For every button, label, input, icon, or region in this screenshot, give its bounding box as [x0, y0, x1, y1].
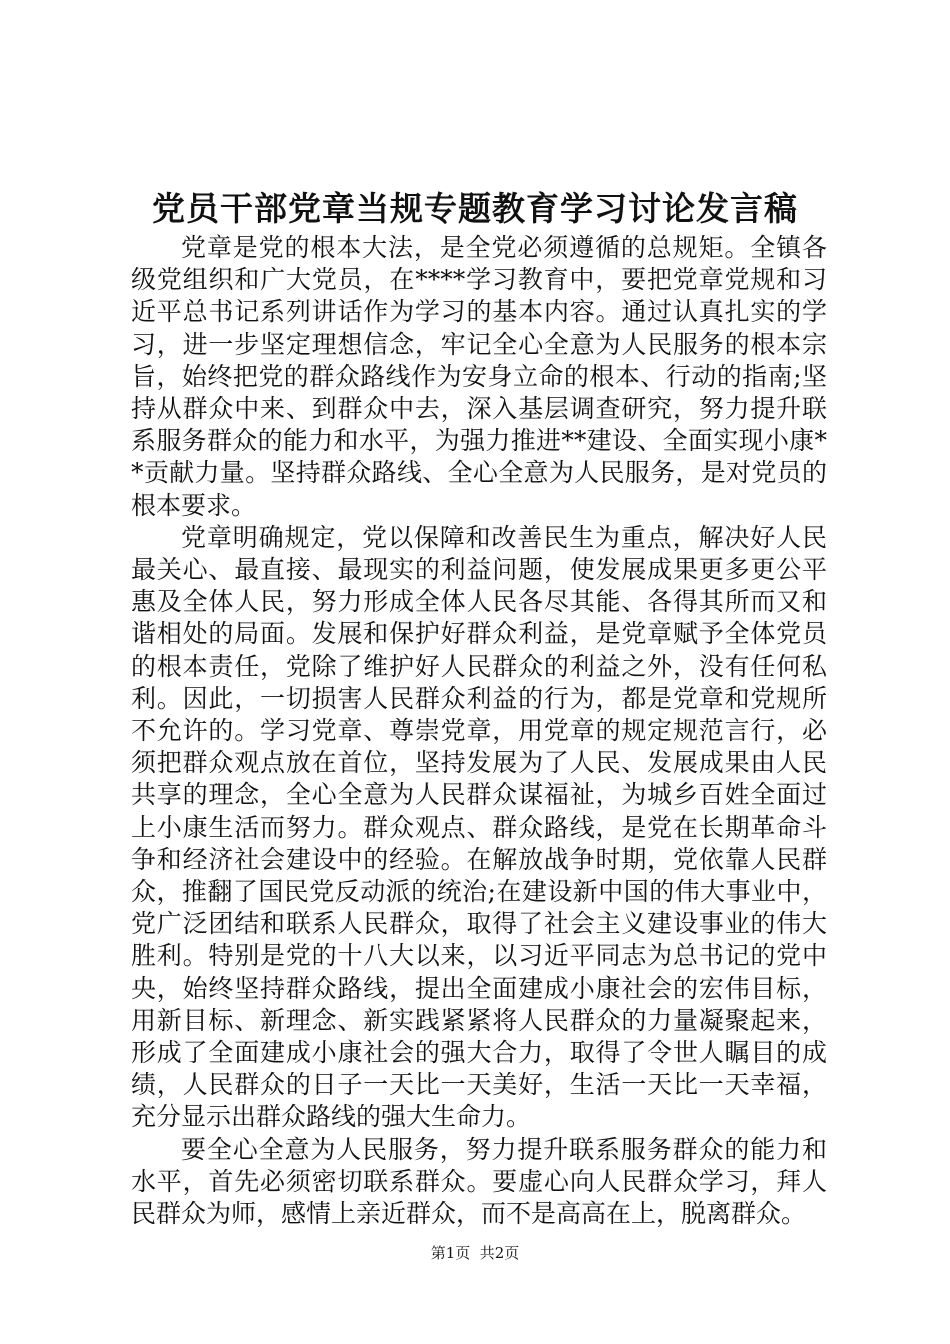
document-title: 党员干部党章当规专题教育学习讨论发言稿: [152, 189, 798, 228]
paragraph-1: 党章是党的根本大法，是全党必须遵循的总规矩。全镇各级党组织和广大党员，在****学习教育中，要把党章党规和习近平总书记系列讲话作为学习的基本内容。通过认真扎实的学习，进一步坚定理想信念，牢记全心全意为人民服务的根本宗旨，始终把党的群众路线作为安身立命的根本、行动的指南;坚持从群众中来、到群众中去，深入基层调查研究，努力提升联系服务群众的能力和水平，为强力推进**建设、全面实现小康**贡献力量。坚持群众路线、全心全意为人民服务，是对党员的根本要求。: [131, 233, 827, 520]
document-body: [131, 232, 827, 1230]
paragraph-2: 党章明确规定，党以保障和改善民生为重点，解决好人民最关心、最直接、最现实的利益问题，使发展成果更多更公平惠及全体人民，努力形成全体人民各尽其能、各得其所而又和谐相处的局面。发展和保护好群众利益，是党章赋予全体党员的根本责任，党除了维护好人民群众的利益之外，没有任何私利。因此，一切损害人民群众利益的行为，都是党章和党规所不允许的。学习党章、尊崇党章，用党章的规定规范言行，必须把群众观点放在首位，坚持发展为了人民、发展成果由人民共享的理念，全心全意为人民群众谋福祉，为城乡百姓全面过上小康生活而努力。群众观点、群众路线，是党在长期革命斗争和经济社会建设中的经验。在解放战争时期，党依靠人民群众，推翻了国民党反动派的统治;在建设新中国的伟大事业中，党广泛团结和联系人民群众，取得了社会主义建设事业的伟大胜利。特别是党的十八大以来，以习近平同志为总书记的党中央，始终坚持群众路线，提出全面建成小康社会的宏伟目标，用新目标、新理念、新实践紧紧将人民群众的力量凝聚起来，形成了全面建成小康社会的强大合力，取得了令世人瞩目的成绩，人民群众的日子一天比一天美好，生活一天比一天幸福，充分显示出群众路线的强大生命力。: [131, 522, 827, 1132]
page-number: 第1页 共2页: [430, 1244, 520, 1262]
page-footer: [0, 1243, 950, 1263]
paragraph-3: 要全心全意为人民服务，努力提升联系服务群众的能力和水平，首先必须密切联系群众。要虚心向人民群众学习，拜人民群众为师，感情上亲近群众，而不是高高在上，脱离群众。: [131, 1134, 827, 1229]
